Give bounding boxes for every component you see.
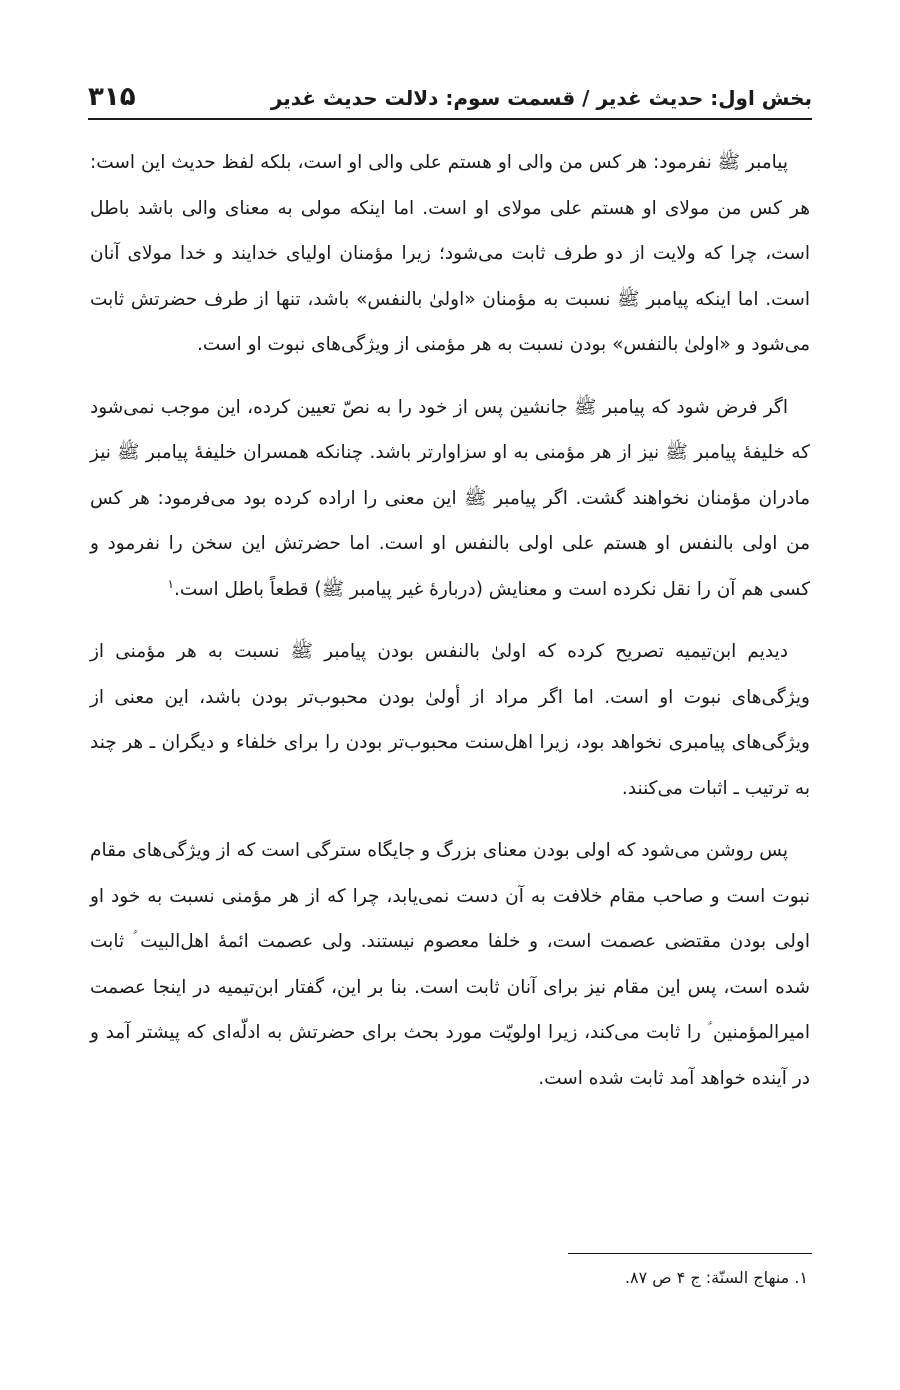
paragraph-1 <box>90 140 810 368</box>
paragraph-3 <box>90 629 810 811</box>
running-header-title: بخش اول: حدیث غدیر / قسمت سوم: دلالت حدیث غدیر <box>270 86 812 110</box>
footnote-marker[interactable]: ۱ <box>167 576 174 591</box>
paragraph-3-text: دیدیم ابن‌تیمیه تصریح کرده که اولیٰ بالنفس بودن پیامبر ﷺ نسبت به هر مؤمنی از ویژگی‌های نبوت او است. اما اگر مراد از أولیٰ بودن محبوب‌تر بودن باشد، این معنی از ویژگی‌های پیامبری نخواهد بود، زیرا اهل‌سنت محبوب‌تر بودن را برای خلفاء و دیگران ـ هر چند به ترتیب ـ اثبات می‌کنند. <box>90 641 810 799</box>
paragraph-1-text: پیامبر ﷺ نفرمود: هر کس من والی او هستم علی والی او است، بلکه لفظ حدیث این است: هر کس من مولای او هستم علی مولای او است. اما اینکه مولی به معنای والی باشد باطل است، چرا که ولایت از دو طرف ثابت می‌شود؛ زیرا مؤمنان اولیای خدایند و خدا مولای آنان است. اما اینکه پیامبر ﷺ نسبت به مؤمنان «اولیٰ بالنفس» باشد، تنها از طرف حضرتش ثابت می‌شود و «اولیٰ بالنفس» بودن نسبت به هر مؤمنی از ویژگی‌های نبوت او است. <box>90 152 810 355</box>
page-number: ۳۱۵ <box>88 82 136 112</box>
paragraph-4 <box>90 828 810 1101</box>
footnote-divider <box>568 1253 812 1254</box>
footnote: ۱. منهاج السنّة: ج ۴ ص ۸۷. <box>624 1268 808 1287</box>
paragraph-2-text: اگر فرض شود که پیامبر ﷺ جانشین پس از خود را به نصّ تعیین کرده، این موجب نمی‌شود که خلیفهٔ پیامبر ﷺ نیز از هر مؤمنی به او سزاوارتر باشد. چنانکه همسران خلیفهٔ پیامبر ﷺ نیز مادران مؤمنان نخواهند گشت. اگر پیامبر ﷺ این معنی را اراده کرده بود می‌فرمود: هر کس من اولی بالنفس او هستم علی اولی بالنفس او است. اما حضرتش این سخن را نفرمود و کسی هم آن را نقل نکرده است و معنایش (دربارهٔ غیر پیامبر ﷺ) قطعاً باطل است. <box>90 396 810 600</box>
page-body <box>90 140 810 1118</box>
paragraph-4-text: پس روشن می‌شود که اولی بودن معنای بزرگ و جایگاه سترگی است که از ویژگی‌های مقام نبوت است و صاحب مقام خلافت به آن دست نمی‌یابد، چرا که از هر مؤمنی نسبت به خود او اولی بودن مقتضی عصمت است، و خلفا معصوم نیستند. ولی عصمت ائمهٔ اهل‌البیت ؑ ثابت شده است، پس این مقام نیز برای آنان ثابت است. بنا بر این، گفتار ابن‌تیمیه در اینجا عصمت امیرالمؤمنین ؑ را ثابت می‌کند، زیرا اولویّت مورد بحث برای حضرتش به ادلّه‌ای که پیشتر آمد و در آینده خواهد آمد ثابت شده است. <box>90 840 810 1089</box>
header-divider <box>88 118 812 120</box>
paragraph-2 <box>90 385 810 613</box>
running-header <box>88 70 812 116</box>
